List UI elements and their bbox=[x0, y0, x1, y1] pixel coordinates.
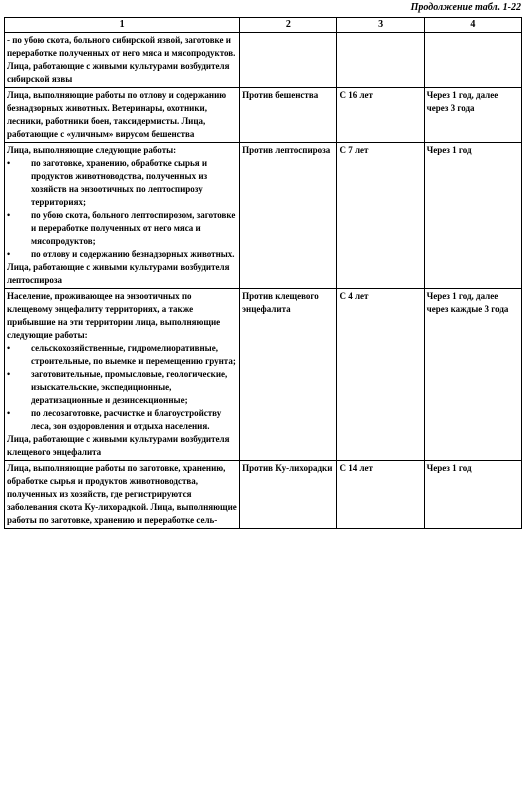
column-header-3: 3 bbox=[337, 18, 424, 33]
bullet-icon: • bbox=[7, 210, 11, 220]
bullet-text: по отлову и содержанию безнадзорных животных. bbox=[31, 249, 235, 259]
paragraph: Лица, работающие с живыми культурами возбудителя лептоспироза bbox=[7, 262, 230, 285]
cell-age: С 4 лет bbox=[337, 289, 424, 461]
cell-revaccination: Через 1 год bbox=[424, 461, 521, 529]
paragraph: Лица, работающие с живыми культурами возбудителя сибирской язвы bbox=[7, 61, 230, 84]
paragraph: - по убою скота, больного сибирской язвой, заготовке и переработке полученных от него мяса и мясопродуктов. bbox=[7, 35, 236, 58]
cell-contingent bbox=[5, 33, 240, 88]
bullet-item bbox=[7, 248, 237, 261]
bullet-item bbox=[7, 342, 237, 368]
paragraph: Лица, выполняющие работы по отлову и содержанию безнадзорных животных. Ветеринары, охотники, лесники, работники боен, таксидермисты. Лица, работающие с «уличным» вирусом бешенства bbox=[7, 90, 227, 139]
cell-contingent bbox=[5, 143, 240, 289]
cell-contingent bbox=[5, 88, 240, 143]
table-row bbox=[5, 289, 522, 461]
cell-age: С 16 лет bbox=[337, 88, 424, 143]
table-caption: Продолжение табл. 1-22 bbox=[410, 2, 521, 13]
bullet-item bbox=[7, 209, 237, 248]
cell-vaccine: Против лептоспироза bbox=[240, 143, 337, 289]
cell-vaccine: Против Ку-лихорадки bbox=[240, 461, 337, 529]
paragraph: Лица, выполняющие следующие работы: bbox=[7, 145, 177, 155]
bullet-icon: • bbox=[7, 158, 11, 168]
bullet-text: заготовительные, промысловые, геологические, изыскательские, экспедиционные, дератизационные и дезинсекционные; bbox=[31, 369, 228, 405]
bullet-icon: • bbox=[7, 343, 11, 353]
table-row bbox=[5, 33, 522, 88]
cell-contingent bbox=[5, 461, 240, 529]
vaccination-table bbox=[4, 17, 522, 529]
bullet-text: сельскохозяйственные, гидромелиоративные, строительные, по выемке и перемещению грунта; bbox=[31, 343, 236, 366]
column-header-2: 2 bbox=[240, 18, 337, 33]
cell-revaccination bbox=[424, 33, 521, 88]
paragraph: Лица, выполняющие работы по заготовке, хранению, обработке сырья и продуктов животноводства, полученных из хозяйств, где регистрируются заболевания скота Ку-лихорадкой. Лица, выполняющие работы по заготовке, хранению и переработке сель- bbox=[7, 463, 237, 525]
bullet-item bbox=[7, 157, 237, 209]
table-row bbox=[5, 143, 522, 289]
bullet-text: по убою скота, больного лептоспирозом, заготовке и переработке полученных от него мяса и мясопродуктов; bbox=[31, 210, 236, 246]
cell-age: С 7 лет bbox=[337, 143, 424, 289]
header-row bbox=[5, 18, 522, 33]
bullet-text: по заготовке, хранению, обработке сырья и продуктов животноводства, полученных из хозяйств на энзоотичных по лептоспирозу территориях; bbox=[31, 158, 208, 207]
bullet-item bbox=[7, 368, 237, 407]
cell-vaccine: Против бешенства bbox=[240, 88, 337, 143]
bullet-icon: • bbox=[7, 249, 11, 259]
bullet-icon: • bbox=[7, 408, 11, 418]
table-row bbox=[5, 88, 522, 143]
table-row bbox=[5, 461, 522, 529]
cell-revaccination: Через 1 год, далее через 3 года bbox=[424, 88, 521, 143]
cell-vaccine: Против клещевого энцефалита bbox=[240, 289, 337, 461]
bullet-icon: • bbox=[7, 369, 11, 379]
cell-contingent bbox=[5, 289, 240, 461]
column-header-4: 4 bbox=[424, 18, 521, 33]
cell-age bbox=[337, 33, 424, 88]
cell-revaccination: Через 1 год bbox=[424, 143, 521, 289]
paragraph: Лица, работающие с живыми культурами возбудителя клещевого энцефалита bbox=[7, 434, 230, 457]
bullet-text: по лесозаготовке, расчистке и благоустройству леса, зон оздоровления и отдыха населения. bbox=[31, 408, 222, 431]
cell-revaccination: Через 1 год, далее через каждые 3 года bbox=[424, 289, 521, 461]
column-header-1: 1 bbox=[5, 18, 240, 33]
bullet-item bbox=[7, 407, 237, 433]
cell-vaccine bbox=[240, 33, 337, 88]
cell-age: С 14 лет bbox=[337, 461, 424, 529]
paragraph: Население, проживающее на энзоотичных по клещевому энцефалиту территориях, а также прибывшие на эти территории лица, выполняющие следующие работы: bbox=[7, 291, 221, 340]
